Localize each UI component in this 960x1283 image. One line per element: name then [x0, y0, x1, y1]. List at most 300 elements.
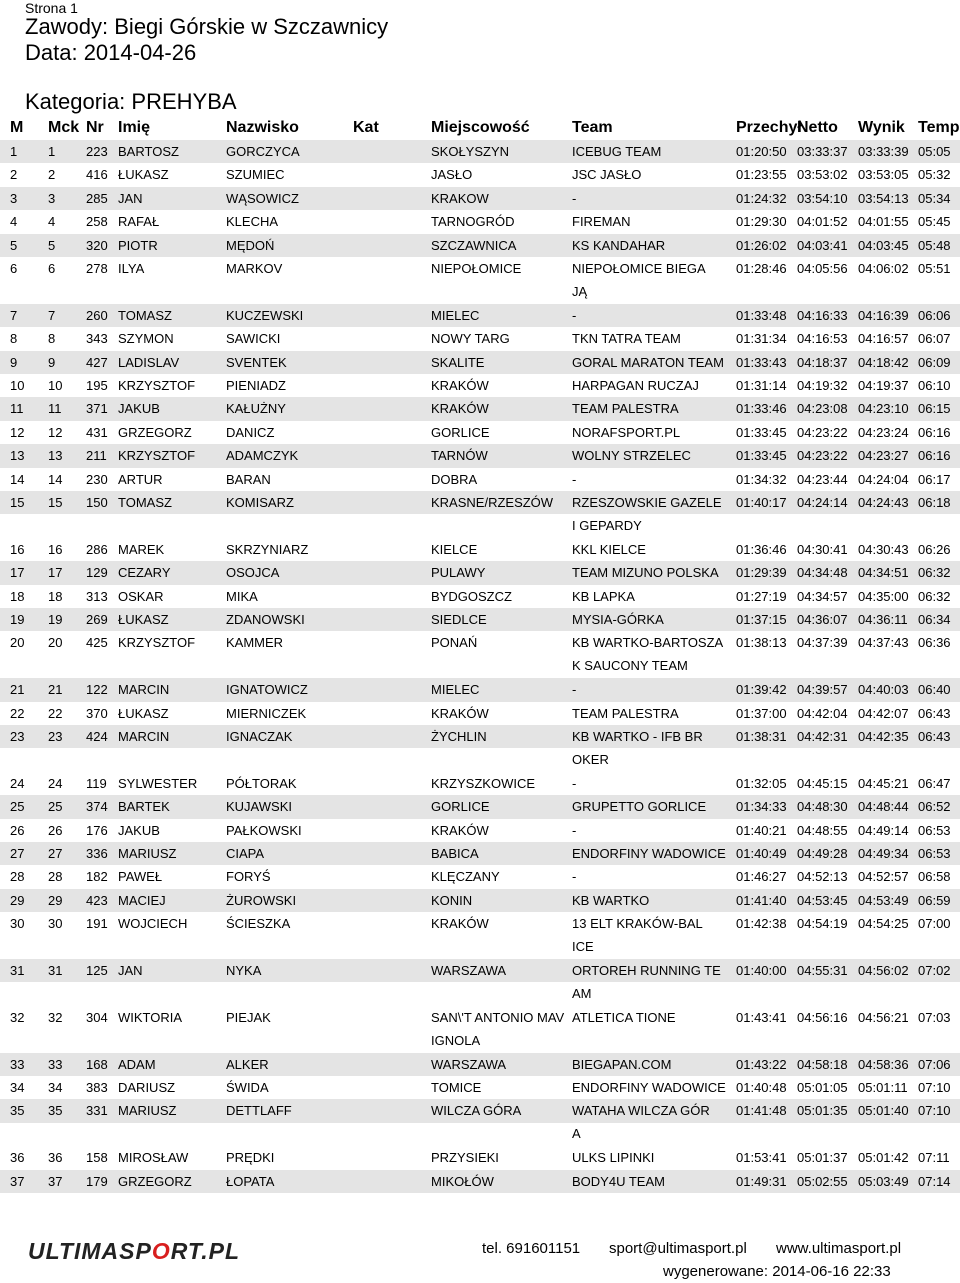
- cell-place: 29: [10, 892, 25, 908]
- cell-pace: 06:43: [918, 729, 951, 744]
- cell-team: HARPAGAN RUCZAJ: [572, 378, 699, 393]
- cell-result: 04:23:10: [858, 401, 909, 417]
- cell-bib: 260: [86, 307, 108, 323]
- cell-place: 25: [10, 799, 25, 815]
- footer-email[interactable]: sport@ultimasport.pl: [609, 1240, 747, 1257]
- cell-split: 01:41:40: [736, 892, 787, 908]
- cell-pace: 07:03: [918, 1009, 951, 1025]
- cell-place: 9: [10, 354, 18, 370]
- cell-place: 31: [10, 963, 25, 978]
- cell-first-name: ADAM: [118, 1056, 156, 1072]
- cell-city: MIELEC: [431, 307, 480, 323]
- cell-result: 04:16:39: [858, 307, 909, 323]
- cell-net: 03:33:37: [797, 144, 848, 159]
- cell-pace: 05:51: [918, 261, 951, 276]
- cell-place: 11: [10, 401, 24, 417]
- cell-bib: 343: [86, 331, 108, 347]
- cell-pace: 06:18: [918, 495, 951, 510]
- event-date: Data: 2014-04-26: [25, 40, 197, 65]
- cell-city: JASŁO: [431, 167, 473, 183]
- cell-category-place: 32: [48, 1009, 63, 1025]
- cell-first-name: ŁUKASZ: [118, 705, 169, 721]
- cell-first-name: TOMASZ: [118, 495, 172, 510]
- cell-split: 01:28:46: [736, 261, 787, 276]
- cell-result: 03:33:39: [858, 144, 909, 159]
- cell-net: 04:16:53: [797, 331, 848, 347]
- cell-last-name: PAŁKOWSKI: [226, 822, 302, 838]
- cell-first-name: MACIEJ: [118, 892, 166, 908]
- cell-team: -: [572, 822, 577, 838]
- cell-city: TOMICE: [431, 1080, 482, 1095]
- cell-net: 05:01:05: [797, 1080, 848, 1095]
- cell-bib: 230: [86, 471, 108, 487]
- cell-result: 04:19:37: [858, 378, 909, 393]
- cell-team: ULKS LIPINKI: [572, 1150, 655, 1166]
- cell-team: BIEGAPAN.COM: [572, 1056, 672, 1072]
- cell-category-place: 7: [48, 307, 56, 323]
- cell-split: 01:29:39: [736, 565, 787, 581]
- cell-place: 24: [10, 775, 25, 791]
- cell-bib: 191: [86, 916, 108, 932]
- cell-team: KB LAPKA: [572, 588, 635, 604]
- cell-team: -: [572, 190, 577, 206]
- cell-pace: 06:36: [918, 635, 951, 651]
- cell-category-place: 2: [48, 167, 56, 183]
- cell-result: 04:24:04: [858, 471, 909, 487]
- cell-first-name: ILYA: [118, 261, 145, 276]
- cell-bib: 223: [86, 144, 108, 159]
- cell-net: 04:48:30: [797, 799, 848, 815]
- cell-team: TEAM PALESTRA: [572, 705, 679, 721]
- header-split: Przechył: [736, 119, 802, 136]
- cell-first-name: ARTUR: [118, 471, 163, 487]
- cell-pace: 07:14: [918, 1173, 951, 1189]
- cell-result: 05:03:49: [858, 1173, 909, 1189]
- cell-city: DOBRA: [431, 471, 478, 487]
- cell-pace: 06:17: [918, 471, 951, 487]
- cell-city: KRAKÓW: [431, 705, 489, 721]
- header-m: M: [10, 119, 24, 136]
- header-nr: Nr: [86, 119, 104, 136]
- cell-last-name: SVENTEK: [226, 354, 287, 370]
- cell-place: 12: [10, 424, 25, 440]
- cell-category-place: 4: [48, 214, 56, 230]
- cell-last-name: ZDANOWSKI: [226, 612, 305, 627]
- cell-city: SKALITE: [431, 354, 485, 370]
- cell-split: 01:40:00: [736, 963, 787, 978]
- footer-website[interactable]: www.ultimasport.pl: [776, 1240, 902, 1257]
- category-title: Kategoria: PREHYBA: [25, 89, 237, 114]
- cell-pace: 07:10: [918, 1080, 951, 1095]
- cell-last-name: MĘDOŃ: [226, 237, 275, 253]
- cell-bib: 427: [86, 354, 108, 370]
- cell-pace: 06:58: [918, 869, 951, 885]
- cell-split: 01:49:31: [736, 1173, 787, 1189]
- cell-result: 05:01:42: [858, 1150, 909, 1166]
- cell-category-place: 18: [48, 588, 63, 604]
- cell-city: PRZYSIEKI: [431, 1150, 499, 1166]
- cell-team: WOLNY STRZELEC: [572, 448, 691, 464]
- cell-category-place: 15: [48, 495, 63, 510]
- cell-split: 01:24:32: [736, 190, 787, 206]
- cell-team: -: [572, 682, 577, 698]
- cell-category-place: 8: [48, 331, 56, 347]
- header-pace: Temp: [918, 119, 960, 136]
- cell-bib: 278: [86, 261, 108, 276]
- cell-category-place: 26: [48, 822, 63, 838]
- cell-team-continued: A: [572, 1126, 581, 1142]
- cell-place: 35: [10, 1103, 25, 1119]
- cell-split: 01:33:48: [736, 307, 787, 323]
- cell-pace: 06:16: [918, 448, 951, 464]
- cell-city: WARSZAWA: [431, 963, 507, 978]
- cell-category-place: 35: [48, 1103, 63, 1119]
- cell-result: 04:48:44: [858, 799, 909, 815]
- cell-city: TARNOGRÓD: [431, 214, 515, 230]
- cell-net: 04:53:45: [797, 892, 848, 908]
- cell-split: 01:38:13: [736, 635, 787, 651]
- cell-category-place: 11: [48, 401, 62, 417]
- cell-bib: 304: [86, 1009, 108, 1025]
- cell-net: 04:23:08: [797, 401, 848, 417]
- cell-split: 01:39:42: [736, 682, 787, 698]
- generated-timestamp: wygenerowane: 2014-06-16 22:33: [663, 1263, 891, 1280]
- cell-bib: 374: [86, 799, 108, 815]
- cell-team: ENDORFINY WADOWICE: [572, 846, 726, 861]
- cell-net: 04:24:14: [797, 495, 848, 510]
- cell-last-name: WĄSOWICZ: [226, 190, 299, 206]
- cell-bib: 383: [86, 1080, 108, 1095]
- cell-pace: 06:52: [918, 799, 951, 815]
- cell-city: SIEDLCE: [431, 612, 487, 627]
- cell-first-name: JAKUB: [118, 822, 160, 838]
- header-last-name: Nazwisko: [226, 119, 299, 136]
- cell-team: WATAHA WILCZA GÓR: [572, 1103, 710, 1119]
- cell-result: 04:54:25: [858, 916, 909, 932]
- cell-first-name: GRZEGORZ: [118, 424, 192, 440]
- cell-bib: 211: [86, 448, 107, 464]
- header-net: Netto: [797, 119, 838, 136]
- cell-result: 04:18:42: [858, 354, 909, 370]
- cell-last-name: OSOJCA: [226, 565, 280, 581]
- cell-place: 34: [10, 1080, 25, 1095]
- cell-first-name: DARIUSZ: [118, 1080, 176, 1095]
- cell-net: 04:42:04: [797, 705, 848, 721]
- cell-place: 19: [10, 612, 25, 627]
- cell-result: 04:40:03: [858, 682, 909, 698]
- cell-split: 01:43:22: [736, 1056, 787, 1072]
- cell-category-place: 16: [48, 541, 63, 557]
- cell-city: GORLICE: [431, 799, 490, 815]
- cell-net: 04:39:57: [797, 682, 848, 698]
- cell-result: 04:23:27: [858, 448, 909, 464]
- cell-split: 01:53:41: [736, 1150, 787, 1166]
- cell-first-name: KRZYSZTOF: [118, 378, 196, 393]
- cell-first-name: TOMASZ: [118, 307, 172, 323]
- cell-net: 04:36:07: [797, 612, 848, 627]
- cell-city: KRASNE/RZESZÓW: [431, 495, 554, 510]
- cell-place: 13: [10, 448, 25, 464]
- cell-split: 01:34:33: [736, 799, 787, 815]
- cell-place: 3: [10, 190, 18, 206]
- cell-team: FIREMAN: [572, 214, 631, 230]
- cell-city-continued: IGNOLA: [431, 1032, 481, 1048]
- cell-place: 4: [10, 214, 18, 230]
- header-result: Wynik: [858, 119, 905, 136]
- cell-pace: 06:16: [918, 424, 951, 440]
- cell-pace: 06:53: [918, 822, 951, 838]
- cell-pace: 06:15: [918, 401, 951, 417]
- cell-result: 04:42:35: [858, 729, 909, 744]
- cell-last-name: KUJAWSKI: [226, 799, 292, 815]
- cell-last-name: BARAN: [226, 471, 271, 487]
- cell-pace: 05:32: [918, 167, 951, 183]
- cell-result: 04:06:02: [858, 261, 909, 276]
- cell-bib: 125: [86, 963, 108, 978]
- cell-first-name: BARTOSZ: [118, 144, 179, 159]
- cell-bib: 150: [86, 495, 108, 510]
- cell-split: 01:29:30: [736, 214, 787, 230]
- cell-team-continued: AM: [572, 986, 592, 1001]
- cell-split: 01:37:00: [736, 705, 787, 721]
- cell-first-name: SYLWESTER: [118, 775, 198, 791]
- cell-result: 04:34:51: [858, 565, 909, 581]
- header-mck: Mck: [48, 119, 80, 136]
- cell-bib: 425: [86, 635, 108, 651]
- cell-place: 18: [10, 588, 25, 604]
- cell-place: 5: [10, 237, 18, 253]
- cell-place: 28: [10, 869, 25, 885]
- cell-split: 01:26:02: [736, 237, 787, 253]
- cell-bib: 371: [86, 401, 108, 417]
- cell-first-name: MARIUSZ: [118, 1103, 177, 1119]
- cell-last-name: SZUMIEC: [226, 167, 285, 183]
- cell-first-name: JAN: [118, 963, 143, 978]
- cell-bib: 168: [86, 1056, 108, 1072]
- cell-net: 05:02:55: [797, 1173, 848, 1189]
- cell-first-name: ŁUKASZ: [118, 612, 169, 627]
- cell-net: 04:18:37: [797, 354, 848, 370]
- cell-place: 1: [10, 144, 18, 159]
- cell-net: 04:34:57: [797, 588, 848, 604]
- cell-place: 22: [10, 705, 25, 721]
- cell-bib: 285: [86, 190, 108, 206]
- cell-first-name: MIROSŁAW: [118, 1150, 189, 1166]
- cell-net: 04:52:13: [797, 869, 848, 885]
- cell-pace: 06:09: [918, 354, 951, 370]
- cell-city: ŻYCHLIN: [431, 729, 487, 744]
- cell-team-continued: JĄ: [572, 284, 588, 299]
- cell-net: 04:56:16: [797, 1009, 848, 1025]
- cell-net: 04:05:56: [797, 261, 848, 276]
- cell-result: 04:52:57: [858, 869, 909, 885]
- cell-split: 01:31:34: [736, 331, 787, 347]
- cell-first-name: PIOTR: [118, 237, 158, 253]
- cell-city: SZCZAWNICA: [431, 237, 517, 253]
- cell-category-place: 31: [48, 963, 63, 978]
- cell-result: 04:01:55: [858, 214, 909, 230]
- cell-category-place: 12: [48, 424, 63, 440]
- cell-first-name: MARCIN: [118, 682, 170, 698]
- cell-split: 01:32:05: [736, 775, 787, 791]
- cell-category-place: 36: [48, 1150, 63, 1166]
- cell-pace: 07:02: [918, 963, 951, 978]
- cell-team: TEAM PALESTRA: [572, 401, 679, 417]
- cell-last-name: KUCZEWSKI: [226, 307, 304, 323]
- cell-split: 01:42:38: [736, 916, 787, 932]
- cell-category-place: 21: [48, 682, 63, 698]
- page-footer: [0, 1228, 960, 1283]
- cell-first-name: SZYMON: [118, 331, 174, 347]
- cell-category-place: 34: [48, 1080, 63, 1095]
- cell-first-name: ŁUKASZ: [118, 167, 169, 183]
- cell-split: 01:27:19: [736, 588, 787, 604]
- cell-place: 26: [10, 822, 25, 838]
- cell-result: 04:49:14: [858, 822, 909, 838]
- cell-team: -: [572, 307, 577, 323]
- cell-pace: 05:48: [918, 237, 951, 253]
- cell-net: 04:03:41: [797, 237, 848, 253]
- cell-net: 04:54:19: [797, 916, 848, 932]
- cell-net: 04:45:15: [797, 775, 848, 791]
- cell-last-name: MIKA: [226, 588, 258, 604]
- cell-split: 01:33:45: [736, 424, 787, 440]
- cell-team-continued: OKER: [572, 752, 609, 767]
- cell-bib: 336: [86, 846, 108, 861]
- cell-first-name: CEZARY: [118, 565, 171, 581]
- cell-result: 04:45:21: [858, 775, 909, 791]
- cell-last-name: GORCZYCA: [226, 144, 300, 159]
- cell-last-name: SKRZYNIARZ: [226, 541, 309, 557]
- cell-result: 04:53:49: [858, 892, 909, 908]
- cell-city: PULAWY: [431, 565, 486, 581]
- cell-team: NIEPOŁOMICE BIEGA: [572, 261, 706, 276]
- cell-pace: 06:53: [918, 846, 951, 861]
- cell-place: 37: [10, 1173, 25, 1189]
- cell-category-place: 24: [48, 775, 63, 791]
- cell-result: 04:37:43: [858, 635, 909, 651]
- cell-result: 04:24:43: [858, 495, 909, 510]
- cell-city: NOWY TARG: [431, 331, 510, 347]
- cell-team: TEAM MIZUNO POLSKA: [572, 565, 719, 581]
- cell-net: 04:42:31: [797, 729, 848, 744]
- cell-pace: 06:32: [918, 565, 951, 581]
- cell-bib: 258: [86, 214, 108, 230]
- cell-category-place: 9: [48, 354, 56, 370]
- cell-last-name: FORYŚ: [226, 869, 271, 885]
- cell-place: 14: [10, 471, 25, 487]
- cell-result: 05:01:11: [858, 1080, 908, 1095]
- cell-result: 04:03:45: [858, 237, 909, 253]
- cell-net: 04:58:18: [797, 1056, 848, 1072]
- cell-net: 05:01:35: [797, 1103, 848, 1119]
- cell-pace: 07:00: [918, 916, 951, 932]
- cell-split: 01:36:46: [736, 541, 787, 557]
- cell-first-name: OSKAR: [118, 588, 164, 604]
- cell-split: 01:40:49: [736, 846, 787, 861]
- cell-pace: 06:26: [918, 541, 951, 557]
- cell-first-name: KRZYSZTOF: [118, 635, 196, 651]
- cell-bib: 286: [86, 541, 108, 557]
- cell-result: 04:49:34: [858, 846, 909, 861]
- cell-last-name: SAWICKI: [226, 331, 281, 347]
- cell-net: 04:37:39: [797, 635, 848, 651]
- cell-team: KB WARTKO-BARTOSZA: [572, 635, 724, 651]
- cell-last-name: DETTLAFF: [226, 1103, 292, 1119]
- cell-place: 36: [10, 1150, 25, 1166]
- cell-city: KONIN: [431, 892, 473, 908]
- cell-bib: 269: [86, 612, 108, 627]
- cell-team: MYSIA-GÓRKA: [572, 612, 664, 627]
- cell-city: TARNÓW: [431, 448, 488, 464]
- cell-last-name: PIEJAK: [226, 1009, 271, 1025]
- cell-last-name: KAŁUŻNY: [226, 401, 286, 417]
- cell-city: WARSZAWA: [431, 1056, 507, 1072]
- cell-pace: 05:45: [918, 214, 951, 230]
- cell-last-name: ALKER: [226, 1056, 269, 1072]
- cell-split: 01:40:21: [736, 822, 787, 838]
- cell-place: 7: [10, 307, 18, 323]
- cell-split: 01:40:48: [736, 1080, 787, 1095]
- cell-city: MIKOŁÓW: [431, 1173, 494, 1189]
- cell-team: NORAFSPORT.PL: [572, 424, 681, 440]
- cell-category-place: 23: [48, 729, 63, 744]
- cell-first-name: WIKTORIA: [118, 1009, 183, 1025]
- cell-pace: 06:40: [918, 682, 951, 698]
- cell-city: SKOŁYSZYN: [431, 144, 510, 159]
- cell-city: KRAKÓW: [431, 822, 489, 838]
- cell-team: GORAL MARATON TEAM: [572, 354, 724, 370]
- cell-category-place: 28: [48, 869, 63, 885]
- cell-city: SAN\'T ANTONIO MAV: [431, 1009, 565, 1025]
- cell-category-place: 13: [48, 448, 63, 464]
- cell-result: 03:53:05: [858, 167, 909, 183]
- cell-first-name: JAKUB: [118, 401, 160, 417]
- cell-result: 04:35:00: [858, 588, 909, 604]
- cell-result: 04:23:24: [858, 424, 909, 440]
- cell-last-name: NYKA: [226, 963, 262, 978]
- cell-team: KB WARTKO - IFB BR: [572, 729, 703, 744]
- cell-last-name: PÓŁTORAK: [226, 775, 297, 791]
- cell-category-place: 3: [48, 190, 56, 206]
- cell-last-name: ŚCIESZKA: [226, 916, 291, 932]
- cell-net: 04:49:28: [797, 846, 848, 861]
- cell-category-place: 19: [48, 612, 63, 627]
- cell-place: 30: [10, 916, 25, 932]
- cell-bib: 119: [86, 775, 107, 791]
- cell-pace: 06:10: [918, 378, 951, 393]
- cell-city: KIELCE: [431, 541, 478, 557]
- cell-category-place: 6: [48, 261, 56, 276]
- cell-split: 01:34:32: [736, 471, 787, 487]
- cell-first-name: GRZEGORZ: [118, 1173, 192, 1189]
- cell-category-place: 20: [48, 635, 63, 651]
- cell-category-place: 37: [48, 1173, 63, 1189]
- cell-bib: 122: [86, 682, 108, 698]
- cell-bib: 320: [86, 237, 108, 253]
- cell-split: 01:43:41: [736, 1009, 787, 1025]
- cell-place: 6: [10, 261, 18, 276]
- cell-city: BABICA: [431, 846, 479, 861]
- cell-team: 13 ELT KRAKÓW-BAL: [572, 916, 703, 932]
- cell-city: KRAKÓW: [431, 378, 489, 393]
- cell-place: 33: [10, 1056, 25, 1072]
- cell-place: 20: [10, 635, 25, 651]
- cell-bib: 424: [86, 729, 108, 744]
- cell-pace: 06:34: [918, 612, 951, 627]
- cell-first-name: LADISLAV: [118, 354, 180, 370]
- cell-city: KRAKOW: [431, 190, 489, 206]
